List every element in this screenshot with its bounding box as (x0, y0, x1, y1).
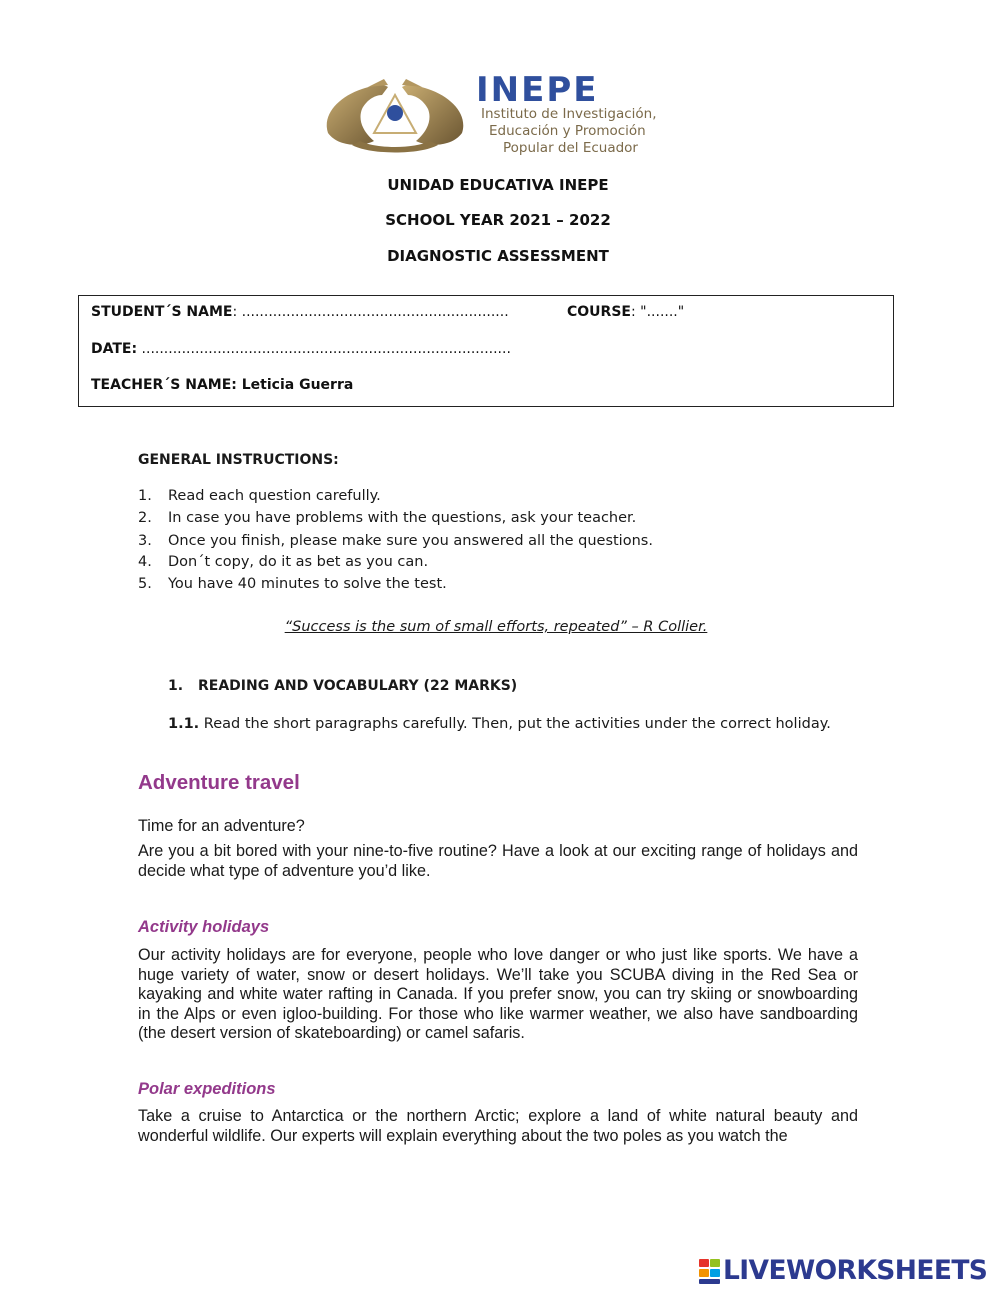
date-label: DATE: (91, 341, 138, 357)
logo-block-icon (699, 1279, 720, 1284)
school-year: SCHOOL YEAR 2021 – 2022 (385, 211, 611, 229)
instruction-item (138, 488, 381, 504)
course-line[interactable] (567, 304, 684, 320)
student-name-label: STUDENT´S NAME (91, 304, 233, 320)
student-name-field[interactable]: : ............................................................ (232, 304, 509, 320)
instruction-item (138, 576, 447, 592)
instructions-heading: GENERAL INSTRUCTIONS: (138, 452, 339, 468)
instruction-text: In case you have problems with the questions, ask your teacher. (168, 510, 637, 526)
instruction-number: 4. (138, 554, 152, 570)
section-title: READING AND VOCABULARY (22 MARKS) (198, 678, 518, 694)
inepe-logo-icon (322, 75, 468, 157)
logo-block-icon (699, 1259, 709, 1267)
logo-subtitle-line: Instituto de Investigación, (481, 106, 657, 122)
logo-subtitle-line: Educación y Promoción (489, 123, 646, 139)
teacher-label: TEACHER´S NAME: (91, 377, 237, 393)
instruction-number: 3. (138, 533, 152, 549)
student-name-line[interactable] (91, 304, 509, 320)
motivational-quote: “Success is the sum of small efforts, repeated” – R Collier. (284, 619, 708, 635)
activity-holidays-title: Activity holidays (138, 918, 270, 936)
logo-block-icon (699, 1269, 709, 1277)
article-intro-question: Time for an adventure? (138, 817, 305, 835)
task-text: Read the short paragraphs carefully. Then, put the activities under the correct holiday. (199, 716, 831, 732)
instruction-text: Read each question carefully. (168, 488, 381, 504)
instruction-number: 5. (138, 576, 152, 592)
page-title: DIAGNOSTIC ASSESSMENT (387, 247, 609, 265)
date-field[interactable]: ................................................................................... (137, 341, 511, 357)
instruction-number: 1. (138, 488, 152, 504)
instruction-number: 2. (138, 510, 152, 526)
course-label: COURSE (567, 304, 631, 320)
instruction-item (138, 554, 428, 570)
section-number: 1. (168, 678, 184, 694)
instruction-item (138, 533, 653, 549)
task-instruction (168, 716, 831, 732)
instruction-item (138, 510, 636, 526)
student-info-box (78, 295, 894, 407)
instruction-text: Don´t copy, do it as bet as you can. (168, 554, 429, 570)
liveworksheets-brand: LIVEWORKSHEETS (723, 1255, 988, 1286)
article-intro: Are you a bit bored with your nine-to-five routine? Have a look at our exciting range of holidays and decide what type of adventure you’d like. (138, 842, 858, 880)
polar-expeditions-title: Polar expeditions (138, 1080, 276, 1098)
instruction-text: Once you finish, please make sure you answered all the questions. (168, 533, 653, 549)
teacher-line (91, 377, 353, 393)
logo-block-icon (710, 1269, 720, 1277)
course-field[interactable]: : "......." (630, 304, 685, 320)
section-heading (168, 678, 517, 694)
article-title: Adventure travel (138, 771, 300, 794)
logo-title: INEPE (476, 70, 599, 110)
teacher-name: Leticia Guerra (236, 377, 354, 393)
polar-expeditions-text: Take a cruise to Antarctica or the northern Arctic; explore a land of white natural beauty and wonderful wildlife. Our experts will explain everything about the two poles as you watch the (138, 1107, 858, 1145)
task-number: 1.1. (168, 716, 200, 732)
activity-holidays-text: Our activity holidays are for everyone, people who love danger or who just like sports. We have a huge variety of water, snow or desert holidays. We’ll take you SCUBA diving in the Red Sea or kayaking and white water rafting in Canada. If you prefer snow, you can try skiing or snowboarding in the Alps or even igloo-building. For those who like warmer weather, we also have sandboarding (the desert version of skateboarding) or camel safaris. (138, 946, 858, 1043)
logo-subtitle-line: Popular del Ecuador (503, 140, 638, 156)
date-line[interactable] (91, 341, 511, 357)
liveworksheets-logo[interactable] (697, 1256, 993, 1286)
logo-block-icon (710, 1259, 720, 1267)
instruction-text: You have 40 minutes to solve the test. (168, 576, 447, 592)
school-name: UNIDAD EDUCATIVA INEPE (387, 176, 609, 194)
